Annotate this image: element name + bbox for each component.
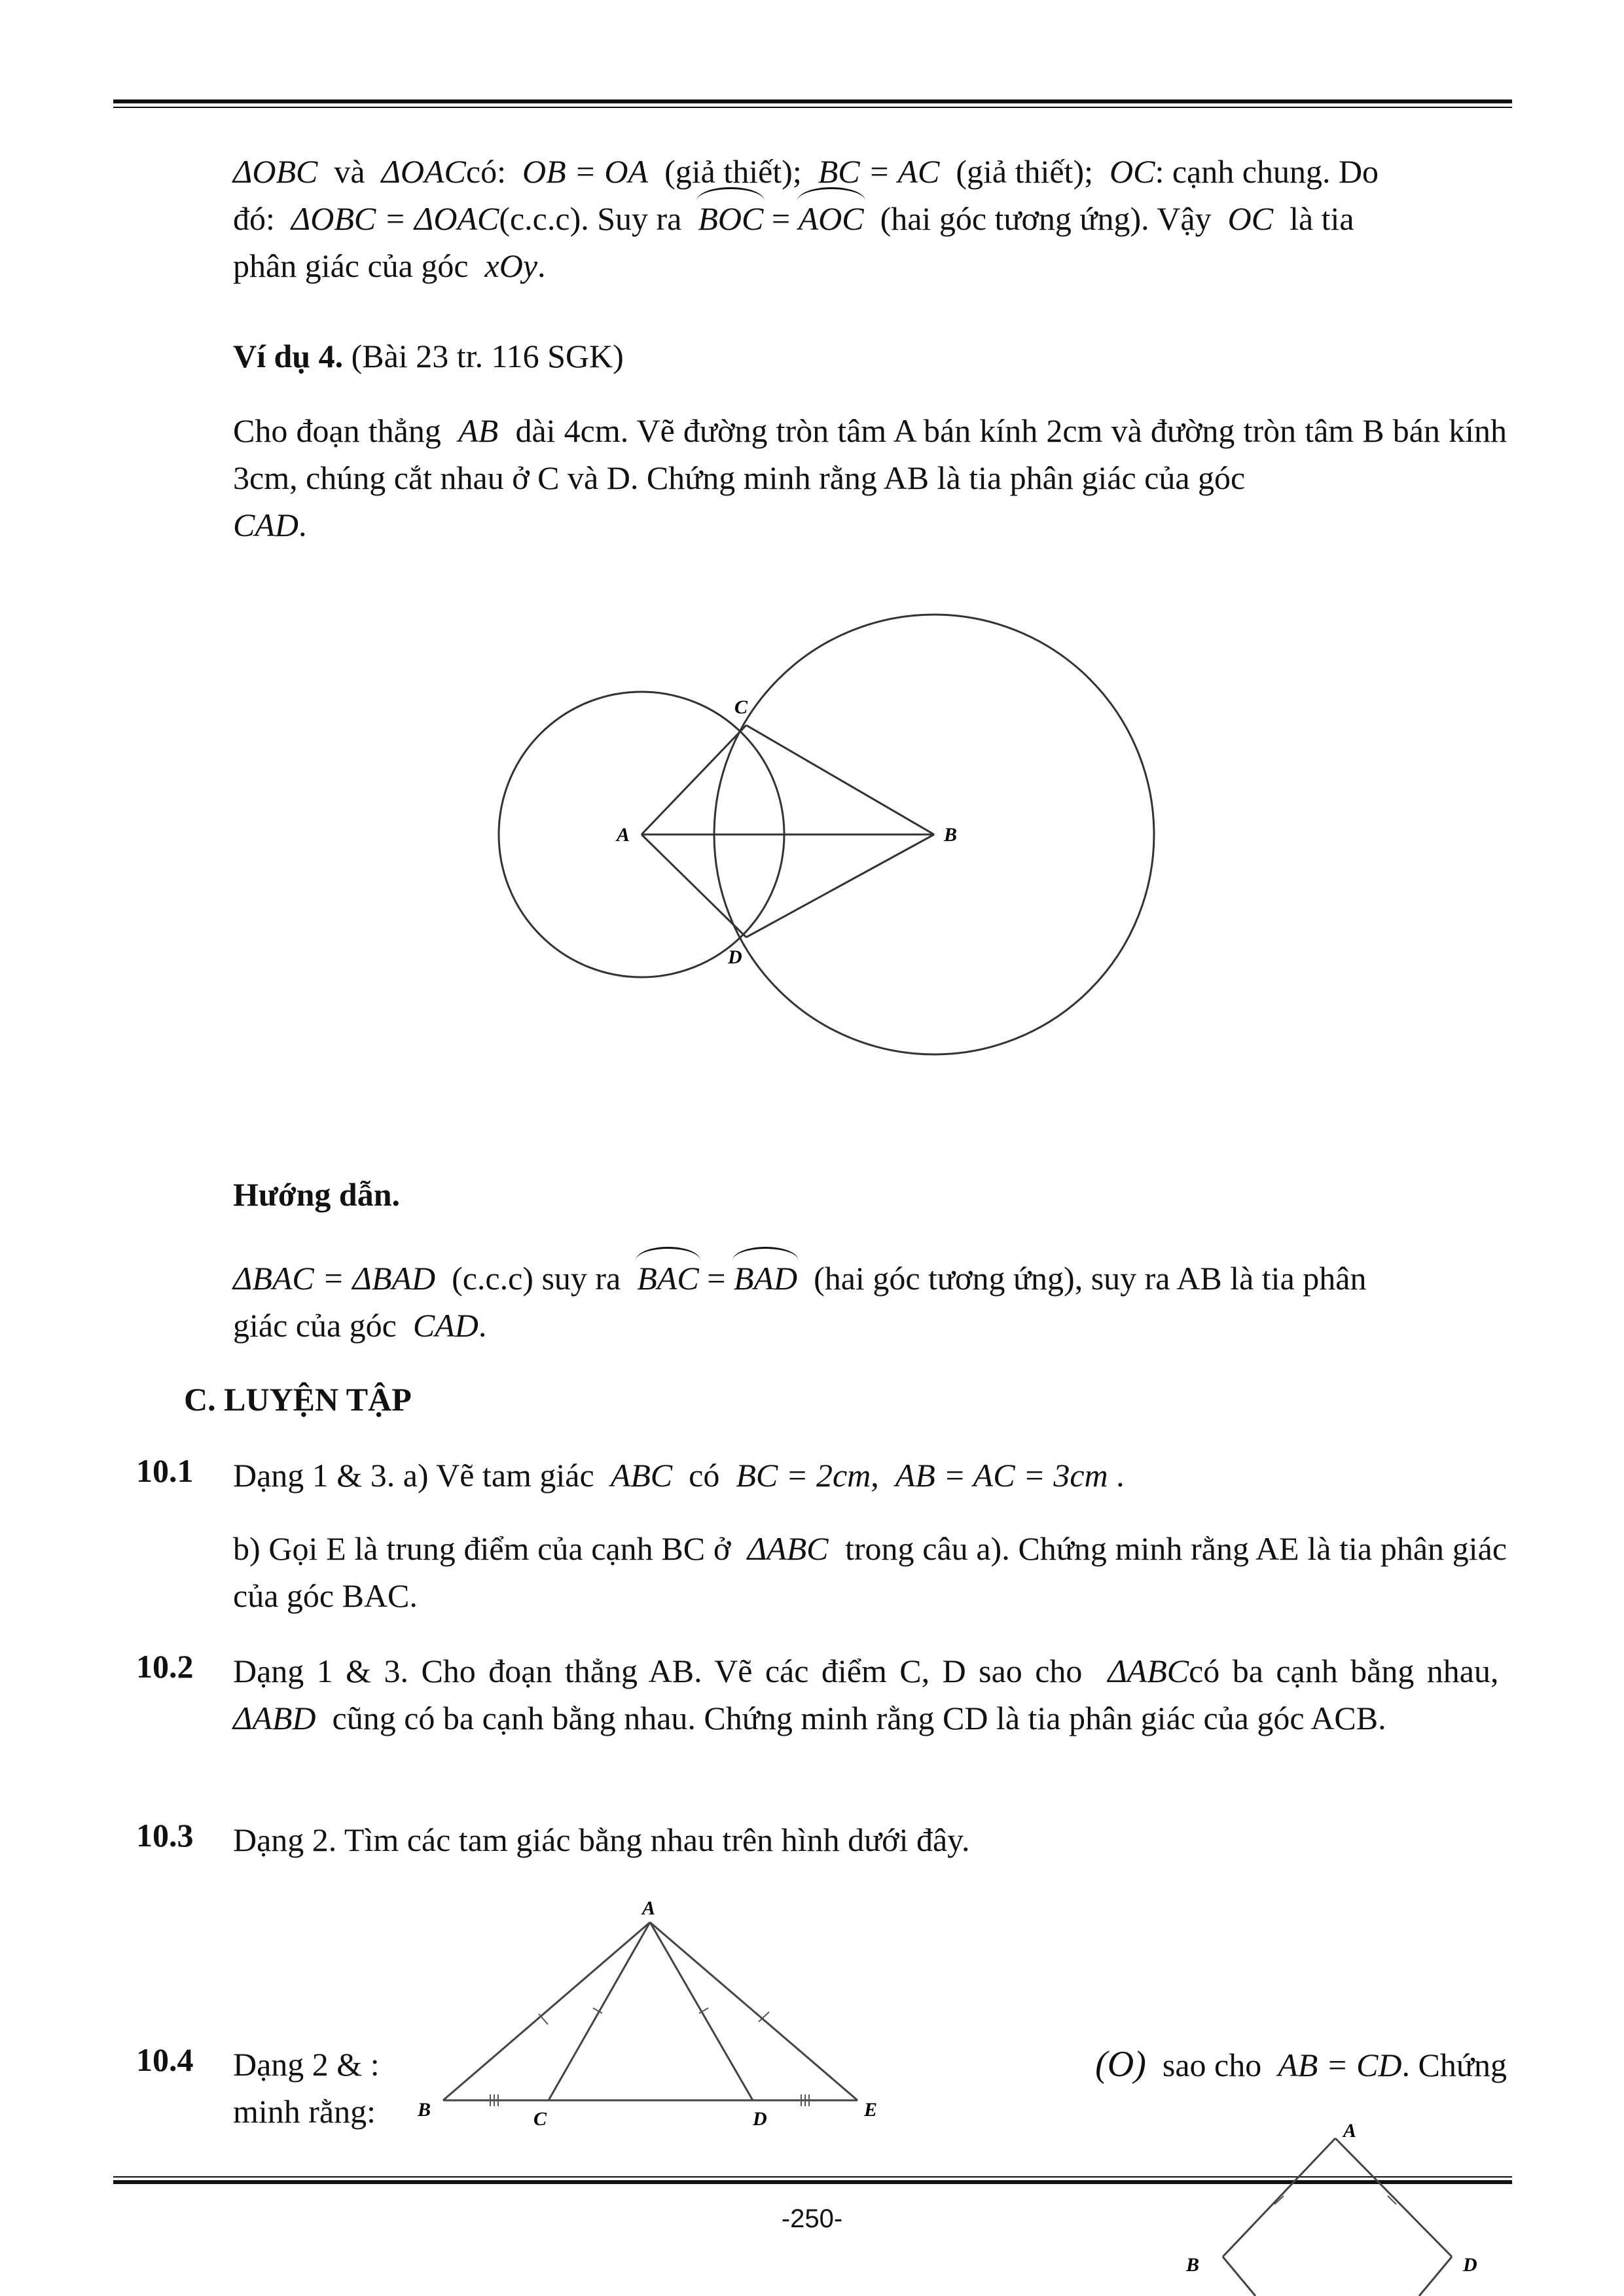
text: Dạng 2 & :: [233, 2046, 380, 2083]
segment-d-down: [1419, 2257, 1452, 2296]
text: và: [334, 153, 365, 190]
text: (c.c.c). Suy ra: [499, 200, 682, 237]
label-c: C: [533, 2108, 547, 2130]
label-b: B: [944, 824, 958, 846]
math-bc-2cm: BC = 2cm: [736, 1457, 871, 1494]
math-angle-cad: CAD: [233, 507, 298, 543]
math-ob-oa: OB = OA: [522, 153, 649, 190]
text: (hai góc tương ứng), suy ra AB là tia phân: [814, 1260, 1367, 1297]
page-number: -250-: [781, 2204, 843, 2233]
text: có ba cạnh bằng nhau,: [1189, 1653, 1499, 1689]
text: giác của góc: [233, 1307, 397, 1344]
math-triangle-abd: ΔABD: [233, 1700, 316, 1736]
segment-ad: [1335, 2138, 1452, 2257]
text: (hai góc tương ứng). Vậy: [880, 200, 1212, 237]
text: có:: [465, 153, 507, 190]
label-b: B: [1186, 2254, 1200, 2276]
math-oc: OC: [1110, 153, 1155, 190]
text: sao cho: [1162, 2047, 1262, 2083]
text: : cạnh chung. Do: [1155, 153, 1379, 190]
exercise-number: 10.2: [136, 1648, 194, 1685]
text: phân giác của góc: [233, 247, 469, 284]
math-oc: OC: [1227, 200, 1274, 237]
guide-title: Hướng dẫn.: [233, 1176, 401, 1213]
math-triangle-abc: ΔABC: [1108, 1653, 1189, 1689]
text: b) Gọi E là trung điểm của cạnh BC ở: [233, 1530, 731, 1567]
exercise-10-3: Dạng 2. Tìm các tam giác bằng nhau trên hình dưới đây.: [233, 1821, 970, 1858]
example-label: Ví dụ 4.: [233, 338, 344, 374]
text: có: [689, 1457, 720, 1494]
text: Cho đoạn thẳng: [233, 412, 441, 449]
math-triangles-equal: ΔOBC = ΔOAC: [291, 200, 499, 237]
section-c-title: C. LUYỆN TẬP: [184, 1381, 412, 1418]
label-a: A: [617, 824, 630, 846]
text: Dạng 1 & 3. a) Vẽ tam giác: [233, 1457, 594, 1494]
segment-ab: [1223, 2138, 1335, 2257]
math-angle-cad: CAD: [412, 1307, 478, 1344]
text: . Chứng: [1401, 2047, 1507, 2083]
label-d: D: [728, 946, 742, 968]
math-angle-bac: BAC: [637, 1255, 698, 1302]
text: là tia: [1290, 200, 1354, 237]
exercise-number: 10.1: [136, 1452, 194, 1489]
text: trong câu a). Chứng minh rằng AE là tia phân giác của góc BAC.: [233, 1530, 1507, 1614]
label-a: A: [1343, 2120, 1357, 2142]
exercise-number: 10.4: [136, 2041, 194, 2078]
label-e: E: [864, 2099, 878, 2121]
math-triangle-oac: ΔOAC: [381, 153, 466, 190]
text: ,: [871, 1457, 879, 1494]
math-angle-xoy: xOy: [484, 247, 538, 284]
exercise-number: 10.3: [136, 1817, 194, 1854]
label-b: B: [418, 2099, 431, 2121]
math-equals: =: [707, 1260, 726, 1297]
text: .: [1116, 1457, 1125, 1494]
math-circle-o: (O): [1095, 2044, 1146, 2085]
math-bc-ac: BC = AC: [818, 153, 940, 190]
math-angle-aoc: AOC: [799, 195, 864, 242]
text: .: [478, 1307, 487, 1344]
label-c: C: [734, 696, 748, 718]
text: dài 4cm. Vẽ đường tròn tâm A bán kính 2cm và đường tròn tâm B bán kính 3cm, chúng cắt nhau ở C và D. Chứng minh rằng AB là tia phân giác của góc: [233, 412, 1507, 496]
math-ab-cd: AB = CD: [1278, 2047, 1402, 2083]
math-triangle-abc: ΔABC: [747, 1530, 829, 1567]
label-d: D: [1463, 2254, 1477, 2276]
text: (giả thiết);: [956, 153, 1093, 190]
text: (giả thiết);: [664, 153, 802, 190]
text: .: [298, 507, 307, 543]
text: đó:: [233, 200, 275, 237]
text: .: [537, 247, 546, 284]
label-d: D: [753, 2108, 767, 2130]
math-ab-ac-3cm: AB = AC = 3cm: [895, 1457, 1108, 1494]
math-equals: =: [771, 200, 791, 237]
example-source: (Bài 23 tr. 116 SGK): [351, 338, 624, 374]
math-abc: ABC: [610, 1457, 673, 1494]
math-triangles-equal: ΔBAC = ΔBAD: [233, 1260, 436, 1297]
math-ab: AB: [458, 412, 499, 449]
text: Dạng 1 & 3. Cho đoạn thẳng AB. Vẽ các điểm C, D sao cho: [233, 1653, 1083, 1689]
text: cũng có ba cạnh bằng nhau. Chứng minh rằng CD là tia phân giác của góc ACB.: [332, 1700, 1386, 1736]
math-angle-boc: BOC: [698, 195, 763, 242]
text: (c.c.c) suy ra: [452, 1260, 621, 1297]
segment-b-down: [1223, 2257, 1255, 2296]
math-triangle-obc: ΔOBC: [233, 153, 318, 190]
label-a: A: [642, 1897, 656, 1919]
text: minh rằng:: [233, 2093, 376, 2130]
math-angle-bad: BAD: [734, 1255, 797, 1302]
